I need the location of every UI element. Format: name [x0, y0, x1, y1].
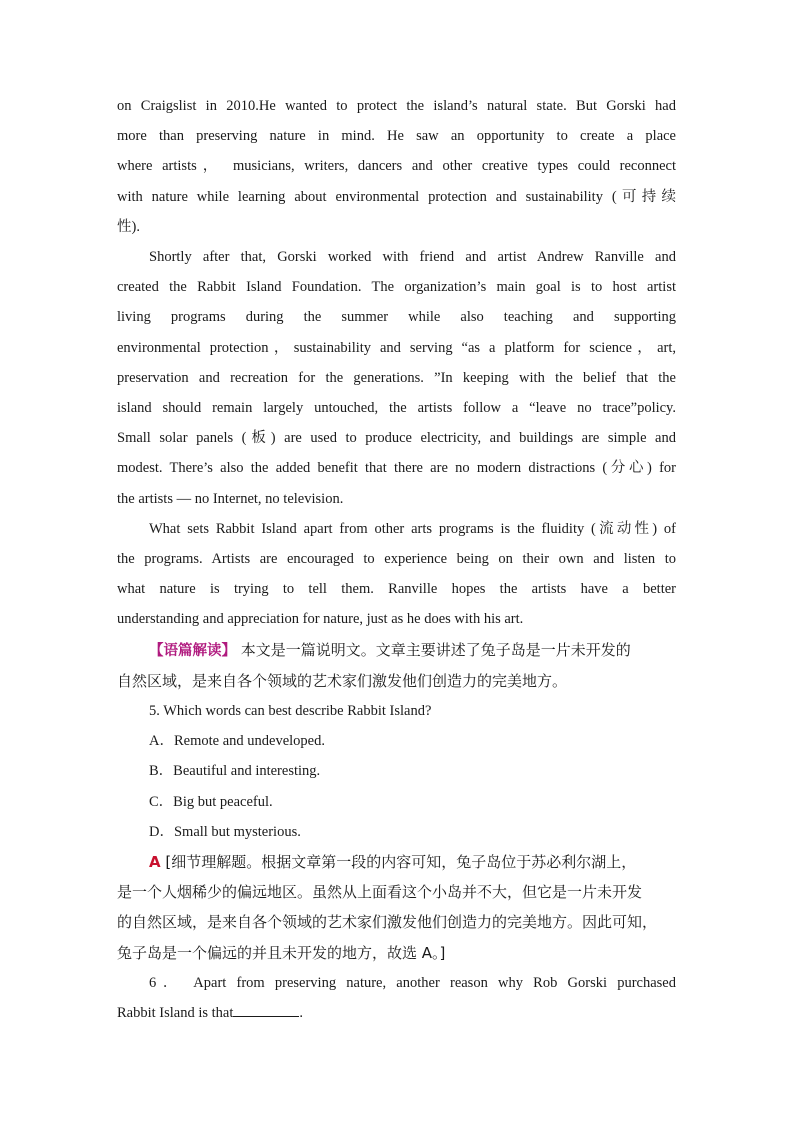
q6-stem-text: Rabbit Island is that — [117, 1005, 234, 1022]
q6-stem-line-2: Rabbit Island is that . — [117, 998, 676, 1028]
analysis-text-1: 本文是一篇说明文。文章主要讲述了兔子岛是一片未开发的 — [236, 640, 631, 659]
p3-line-2: the programs. Artists are encouraged to experience being on their own and listen to — [117, 551, 676, 568]
q5-option-c: C．Big but peaceful. — [149, 793, 273, 810]
q5-stem: 5. Which words can best describe Rabbit Island? — [149, 703, 432, 720]
q5-explanation-line-4: 兔子岛是一个偏远的并且未开发的地方，故选 A。] — [117, 943, 446, 962]
p2-line-7: Small solar panels (板) are used to produce electricity, and buildings are simple and — [117, 430, 676, 447]
q6-stem-line-1: 6． Apart from preserving nature, another reason why Rob Gorski purchased — [149, 974, 676, 991]
q5-explanation-line-2: 是一个人烟稀少的偏远地区。虽然从上面看这个小岛并不大，但它是一片未开发 — [117, 883, 643, 902]
analysis-line-2: 自然区域，是来自各个领域的艺术家们激发他们创造力的完美地方。 — [117, 671, 568, 690]
q5-option-d: D．Small but mysterious. — [149, 823, 301, 840]
p3-line-3: what nature is trying to tell them. Ranville hopes the artists have a better — [117, 581, 676, 598]
p1-line-2: more than preserving nature in mind. He saw an opportunity to create a place — [117, 128, 676, 145]
analysis-line-1 — [117, 635, 676, 666]
q5-explanation-line-3: 的自然区域，是来自各个领域的艺术家们激发他们创造力的完美地方。因此可知， — [117, 913, 658, 932]
p1-line-3: where artists， musicians, writers, dancers and other creative types could reconnect — [117, 158, 676, 175]
p1-line-1: on Craigslist in 2010.He wanted to protect the island’s natural state. But Gorski had — [117, 98, 676, 114]
q5-explanation-text-1: [细节理解题。根据文章第一段的内容可知，兔子岛位于苏必利尔湖上， — [160, 853, 637, 872]
p2-line-8: modest. There’s also the added benefit that there are no modern distractions (分心) for — [117, 460, 676, 477]
page-content — [117, 91, 676, 1028]
p1-line-4: with nature while learning about environmental protection and sustainability (可持续 — [117, 188, 676, 205]
q5-answer: A — [149, 853, 161, 872]
q5-option-b: B．Beautiful and interesting. — [149, 763, 321, 780]
p2-line-5: preservation and recreation for the generations. ”In keeping with the belief that the — [117, 369, 676, 386]
p2-line-4: environmental protection，sustainability and serving “as a platform for science，art, — [117, 339, 676, 356]
analysis-tag: 【语篇解读】 — [149, 642, 236, 659]
p2-line-3: living programs during the summer while also teaching and supporting — [117, 309, 676, 326]
p3-line-4: understanding and appreciation for nature, just as he does with his art. — [117, 611, 524, 628]
q5-option-a: A．Remote and undeveloped. — [149, 733, 325, 750]
q5-explanation-line-1 — [117, 847, 676, 877]
q6-answer-blank — [233, 1002, 299, 1017]
p2-line-6: island should remain largely untouched, the artists follow a “leave no trace”policy. — [117, 400, 676, 417]
p2-line-9: the artists — no Internet, no television. — [117, 490, 344, 507]
p1-line-5: 性). — [117, 218, 140, 235]
p2-line-1: Shortly after that, Gorski worked with friend and artist Andrew Ranville and — [149, 249, 676, 266]
p2-line-2: created the Rabbit Island Foundation. The organization’s main goal is to host artist — [117, 279, 676, 296]
p3-line-1: What sets Rabbit Island apart from other arts programs is the fluidity (流动性) of — [149, 520, 676, 537]
